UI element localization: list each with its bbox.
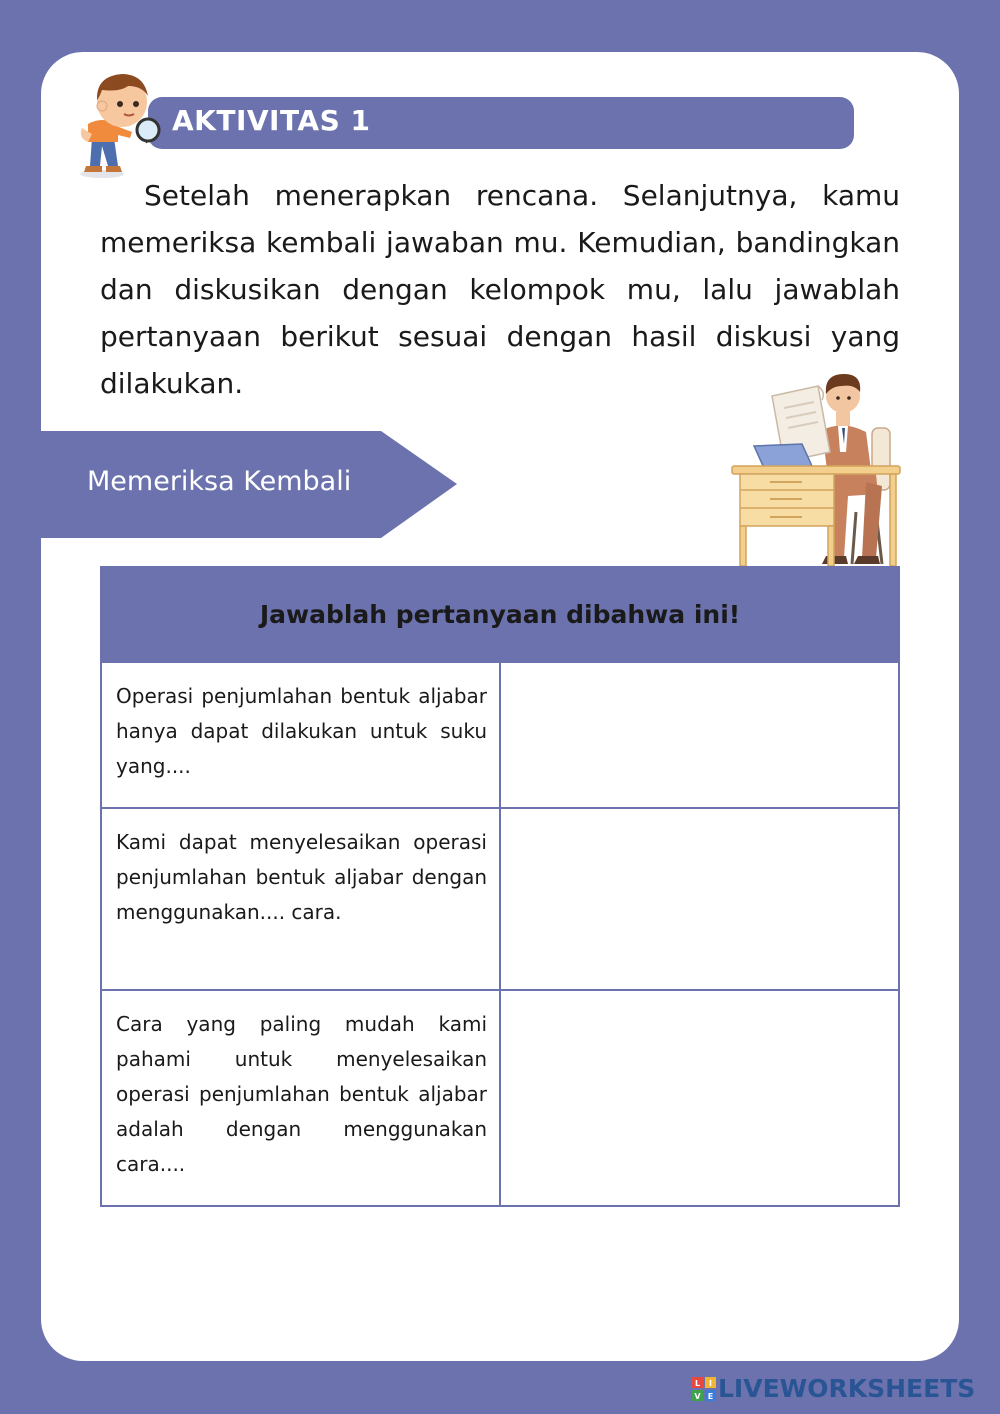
liveworksheets-brand: LIVEWORKSHEETS (718, 1374, 976, 1403)
svg-text:E: E (707, 1391, 714, 1401)
liveworksheets-watermark (692, 1374, 975, 1403)
svg-text:L: L (694, 1378, 701, 1388)
table-row (101, 990, 899, 1206)
instructions-paragraph: Setelah menerapkan rencana. Selanjutnya, kamu memeriksa kembali jawaban mu. Kemudian, bandingkan dan diskusikan dengan kelompok mu, lalu jawablah pertanyaan berikut sesuai dengan hasil diskusi yang dilakukan. (100, 179, 900, 400)
svg-text:V: V (694, 1391, 701, 1401)
answer-cell[interactable] (500, 808, 899, 990)
svg-text:I: I (709, 1378, 712, 1388)
table-row (101, 662, 899, 808)
section-label: Memeriksa Kembali (87, 466, 352, 497)
question-cell: Kami dapat menyelesaikan operasi penjumlahan bentuk aljabar dengan menggunakan.... cara. (101, 808, 500, 990)
answer-cell[interactable] (500, 990, 899, 1206)
answer-cell[interactable] (500, 662, 899, 808)
question-cell: Operasi penjumlahan bentuk aljabar hanya dapat dilakukan untuk suku yang.... (101, 662, 500, 808)
liveworksheets-logo-icon (692, 1377, 716, 1401)
kid-magnifier-illustration (72, 68, 164, 178)
table-row (101, 808, 899, 990)
question-cell: Cara yang paling mudah kami pahami untuk menyelesaikan operasi penjumlahan bentuk aljabar adalah dengan menggunakan cara.... (101, 990, 500, 1206)
question-table (100, 566, 900, 1207)
office-worker-illustration (726, 362, 902, 568)
activity-title: AKTIVITAS 1 (172, 104, 371, 137)
table-heading: Jawablah pertanyaan dibahwa ini! (101, 567, 899, 662)
